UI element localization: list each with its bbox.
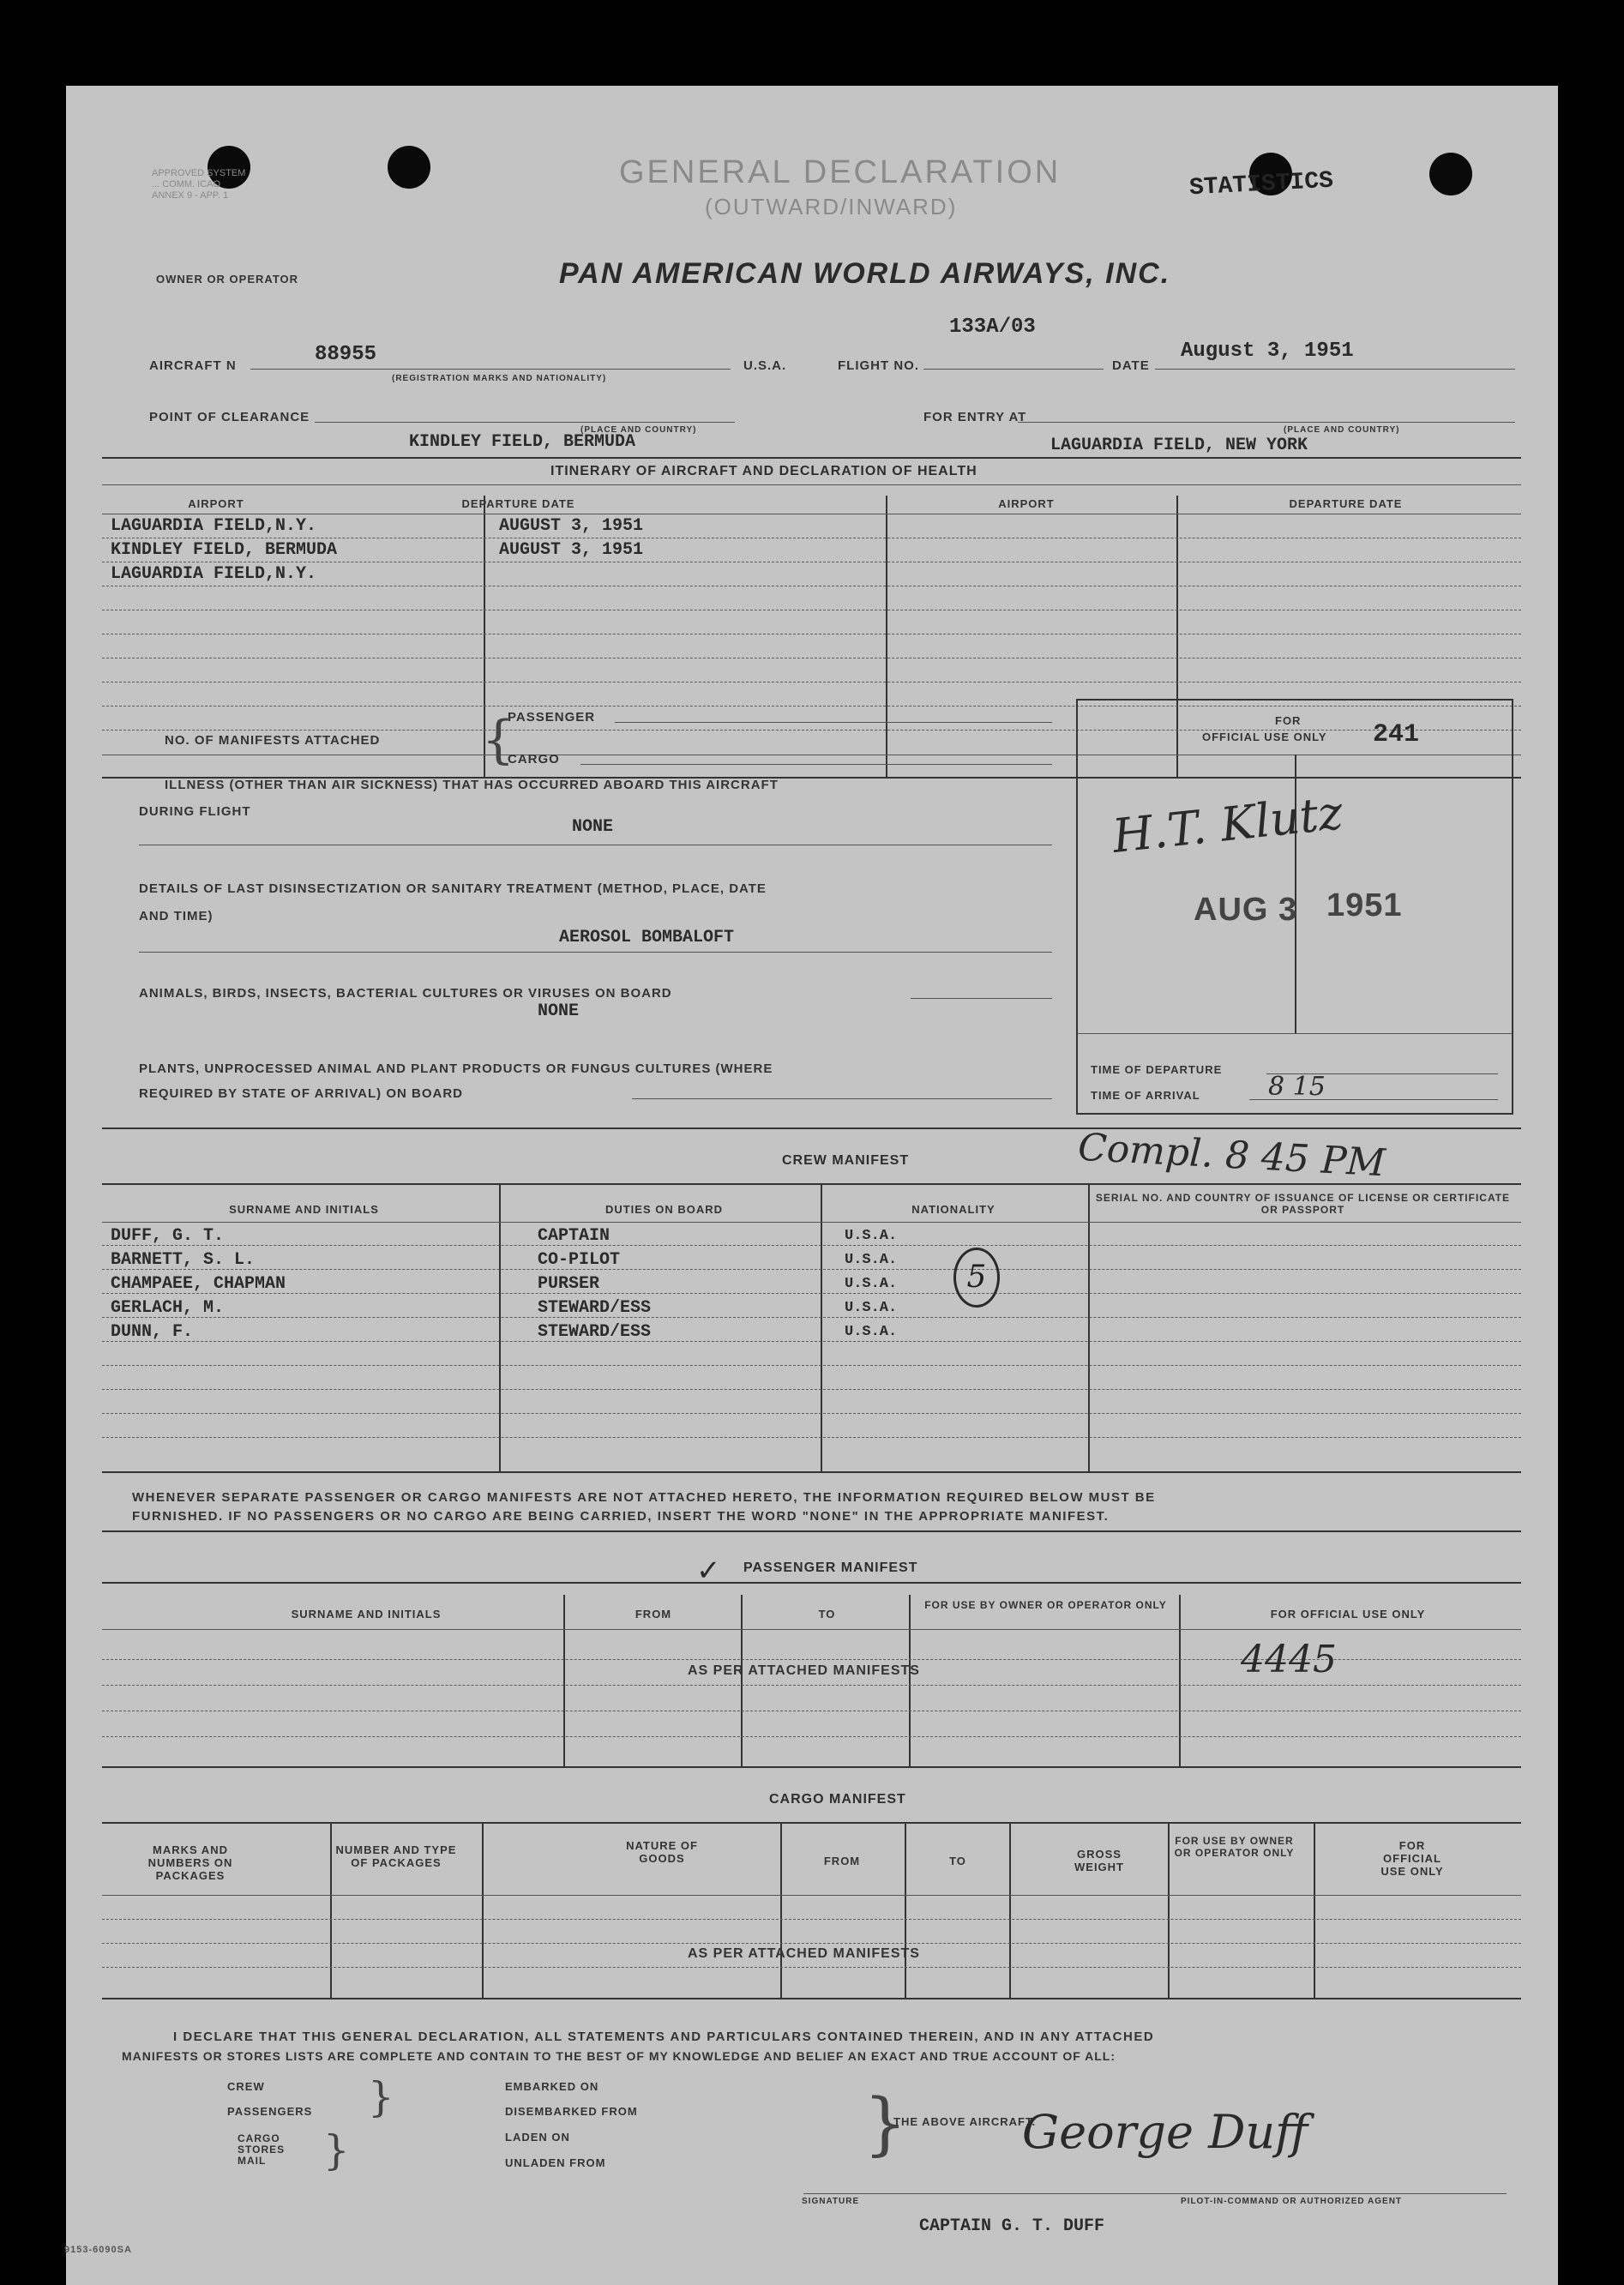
decl-brace-3: } (863, 2084, 907, 2163)
disinsect-label: DETAILS OF LAST DISINSECTIZATION OR SANITARY TREATMENT (METHOD, PLACE, DATE (139, 881, 767, 896)
clearance-caption: (PLACE AND COUNTRY) (580, 425, 697, 435)
animals-label: ANIMALS, BIRDS, INSECTS, BACTERIAL CULTURES OR VIRUSES ON BOARD (139, 986, 672, 1001)
passenger-official-note: 4445 (1241, 1638, 1337, 1681)
manifests-label: NO. OF MANIFESTS ATTACHED (165, 733, 381, 748)
notice-line-1: WHENEVER SEPARATE PASSENGER OR CARGO MANIFESTS ARE NOT ATTACHED HERETO, THE INFORMATION REQUIRED BELOW MUST BE (132, 1490, 1156, 1505)
official-box-rule (1078, 1033, 1512, 1034)
crew-duty: STEWARD/ESS (538, 1298, 652, 1318)
official-stamp-date: AUG 3 (1194, 892, 1298, 928)
itinerary-date: AUGUST 3, 1951 (499, 516, 644, 536)
crew-nationality: U.S.A. (845, 1276, 898, 1292)
approval-note: APPROVED SYSTEM ... COMM. ICAO ANNEX 9 - APP. 1 (152, 168, 246, 201)
owner-value: PAN AMERICAN WORLD AIRWAYS, INC. (559, 257, 1171, 290)
crew-name: DUNN, F. (111, 1322, 194, 1342)
disinsect-value: AEROSOL BOMBALOFT (559, 928, 735, 947)
itinerary-title-rule (102, 484, 1521, 485)
passenger-col-divider (1179, 1595, 1181, 1766)
crew-nationality: U.S.A. (845, 1300, 898, 1316)
cargo-col-divider (780, 1822, 782, 1998)
decl-above-aircraft: THE ABOVE AIRCRAFT. (893, 2115, 1037, 2128)
crew-row-rule (102, 1317, 1521, 1318)
health-bottom-rule (102, 1127, 1521, 1129)
itinerary-title: ITINERARY OF AIRCRAFT AND DECLARATION OF HEALTH (550, 464, 977, 478)
flight-label: FLIGHT NO. (838, 358, 919, 373)
disinsect-label-2: AND TIME) (139, 909, 214, 923)
cargo-count-line (580, 764, 1052, 765)
disinsect-underline (139, 952, 1052, 953)
crew-row-rule (102, 1293, 1521, 1294)
form-title: GENERAL DECLARATION (619, 154, 1062, 190)
cargo-row-rule (102, 1919, 1521, 1920)
official-use-label-2: OFFICIAL USE ONLY (1202, 731, 1327, 743)
cargo-col-divider (1168, 1822, 1170, 1998)
decl-passengers: PASSENGERS (227, 2105, 313, 2118)
passenger-header-name: SURNAME AND INITIALS (291, 1608, 442, 1621)
clearance-to: LAGUARDIA FIELD, NEW YORK (1050, 436, 1308, 455)
crew-duty: CAPTAIN (538, 1226, 611, 1246)
decl-mail: MAIL (238, 2155, 267, 2167)
captain-signature: George Duff (1022, 2105, 1308, 2159)
entry-label: FOR ENTRY AT (923, 410, 1027, 424)
cargo-header-nature: NATURE OF GOODS (626, 1839, 698, 1865)
crew-top-rule (102, 1183, 1521, 1185)
itinerary-header-airport: AIRPORT (188, 497, 244, 510)
passenger-col-divider (909, 1595, 911, 1766)
cargo-col-divider (330, 1822, 332, 1998)
animals-underline (911, 998, 1052, 999)
passenger-header-from: FROM (635, 1608, 672, 1621)
passenger-count-line (615, 722, 1052, 723)
notice-line-2: FURNISHED. IF NO PASSENGERS OR NO CARGO ARE BEING CARRIED, INSERT THE WORD "NONE" IN THE APPROPRIATE MANIFEST. (132, 1509, 1110, 1524)
illness-label: ILLNESS (OTHER THAN AIR SICKNESS) THAT HAS OCCURRED ABOARD THIS AIRCRAFT (165, 778, 779, 792)
cargo-header-from: FROM (823, 1855, 861, 1867)
plants-label-2: REQUIRED BY STATE OF ARRIVAL) ON BOARD (139, 1086, 464, 1101)
crew-duty: STEWARD/ESS (538, 1322, 652, 1342)
decl-cargo: CARGO (238, 2132, 280, 2144)
crew-row-rule (102, 1269, 1521, 1270)
cargo-col-divider (482, 1822, 484, 1998)
form-number: 9153-6090SA (64, 2245, 132, 2255)
aircraft-label: AIRCRAFT N (149, 358, 237, 373)
passenger-row-rule (102, 1685, 1521, 1686)
crew-row-rule (102, 1222, 1521, 1223)
punch-hole (388, 146, 430, 189)
official-stamp-year: 1951 (1326, 887, 1403, 923)
crew-name: BARNETT, S. L. (111, 1250, 256, 1270)
itinerary-airport: LAGUARDIA FIELD,N.Y. (111, 516, 317, 536)
cargo-header-owner: FOR USE BY OWNER OR OPERATOR ONLY (1174, 1835, 1295, 1859)
passenger-row-rule (102, 1736, 1521, 1737)
cargo-row-rule (102, 1967, 1521, 1968)
form-subtitle: (OUTWARD/INWARD) (705, 194, 958, 219)
statistics-stamp: STATISTICS (1188, 167, 1334, 202)
cargo-bottom-rule (102, 1998, 1521, 1999)
passenger-row-rule (102, 1629, 1521, 1630)
date-underline (1155, 369, 1515, 370)
cargo-header-marks: MARKS AND NUMBERS ON PACKAGES (147, 1843, 233, 1882)
crew-col-divider (821, 1185, 822, 1472)
departure-time-label: TIME OF DEPARTURE (1091, 1063, 1223, 1076)
crew-bottom-rule (102, 1471, 1521, 1473)
crew-name: GERLACH, M. (111, 1298, 225, 1318)
flight-underline (923, 369, 1104, 370)
crew-col-divider (499, 1185, 501, 1472)
decl-stores: STORES (238, 2144, 286, 2156)
crew-duty: PURSER (538, 1274, 600, 1294)
crew-col-divider (1088, 1185, 1090, 1472)
decl-brace: } (368, 2073, 394, 2121)
crew-title: CREW MANIFEST (782, 1153, 910, 1168)
manifest-passenger-label: PASSENGER (508, 710, 596, 725)
cargo-top-rule (102, 1822, 1521, 1824)
crew-count-mark: 5 (953, 1248, 1000, 1308)
crew-name: DUFF, G. T. (111, 1226, 225, 1246)
crew-header-nationality: NATIONALITY (911, 1203, 995, 1216)
itinerary-header-date: DEPARTURE DATE (461, 497, 575, 510)
date-label: DATE (1112, 358, 1150, 373)
crew-name: CHAMPAEE, CHAPMAN (111, 1274, 286, 1294)
plants-underline (632, 1098, 1052, 1099)
itinerary-airport: LAGUARDIA FIELD,N.Y. (111, 564, 317, 584)
crew-nationality: U.S.A. (845, 1228, 898, 1244)
flight-number: 133A/03 (949, 316, 1036, 339)
cargo-col-divider (1314, 1822, 1315, 1998)
entry-underline (1018, 422, 1515, 423)
passenger-header-to: TO (818, 1608, 836, 1621)
date-value: August 3, 1951 (1181, 340, 1354, 363)
plants-label: PLANTS, UNPROCESSED ANIMAL AND PLANT PRODUCTS OR FUNGUS CULTURES (WHERE (139, 1061, 773, 1076)
clearance-underline (315, 422, 735, 423)
official-signature: H.T. Klutz (1110, 785, 1345, 863)
passenger-col-divider (563, 1595, 565, 1766)
illness-value: NONE (572, 817, 614, 837)
cargo-row-rule (102, 1895, 1521, 1896)
declaration-sheet (66, 86, 1558, 2285)
captain-name: CAPTAIN G. T. DUFF (919, 2216, 1105, 2236)
decl-crew: CREW (227, 2080, 265, 2093)
aircraft-nation: U.S.A. (743, 358, 787, 373)
cargo-header-number: NUMBER AND TYPE OF PACKAGES (335, 1843, 457, 1869)
crew-header-duty: DUTIES ON BOARD (604, 1203, 724, 1216)
cargo-header-official: FOR OFFICIAL USE ONLY (1380, 1839, 1444, 1878)
decl-brace-2: } (323, 2126, 350, 2174)
crew-row-rule (102, 1365, 1521, 1366)
crew-duty: CO-PILOT (538, 1250, 621, 1270)
signature-label: SIGNATURE (802, 2197, 860, 2206)
crew-nationality: U.S.A. (845, 1252, 898, 1268)
passenger-top-rule (102, 1582, 1521, 1584)
passenger-header-owner: FOR USE BY OWNER OR OPERATOR ONLY (924, 1599, 1167, 1611)
itinerary-header-date-2: DEPARTURE DATE (1289, 497, 1403, 510)
cargo-header-weight: GROSS WEIGHT (1074, 1848, 1124, 1873)
passenger-title: PASSENGER MANIFEST (743, 1560, 918, 1575)
notice-bottom-rule (102, 1530, 1521, 1532)
arrival-time-value: 8 15 (1268, 1072, 1326, 1102)
entry-caption: (PLACE AND COUNTRY) (1284, 425, 1400, 435)
agent-label: PILOT-IN-COMMAND OR AUTHORIZED AGENT (1181, 2197, 1403, 2206)
crew-row-rule (102, 1341, 1521, 1342)
animals-value: NONE (538, 1001, 580, 1021)
passenger-bottom-rule (102, 1766, 1521, 1768)
itinerary-header-airport-2: AIRPORT (998, 497, 1055, 510)
clearance-from: KINDLEY FIELD, BERMUDA (409, 432, 636, 452)
crew-note: Compl. 8 45 PM (1076, 1125, 1386, 1186)
manifest-cargo-label: CARGO (508, 752, 560, 767)
declaration-line-1: I DECLARE THAT THIS GENERAL DECLARATION, ALL STATEMENTS AND PARTICULARS CONTAINED THEREIN, AND IN ANY ATTACHED (173, 2029, 1155, 2044)
decl-disembarked: DISEMBARKED FROM (505, 2105, 638, 2118)
registration-caption: (REGISTRATION MARKS AND NATIONALITY) (392, 374, 607, 383)
passenger-col-divider (741, 1595, 743, 1766)
passenger-header-official: FOR OFFICIAL USE ONLY (1270, 1608, 1426, 1621)
itinerary-date: AUGUST 3, 1951 (499, 540, 644, 560)
punch-hole (1429, 153, 1472, 195)
cargo-attached: AS PER ATTACHED MANIFESTS (688, 1946, 920, 1961)
illness-label-2: DURING FLIGHT (139, 804, 251, 819)
arrival-time-label: TIME OF ARRIVAL (1091, 1089, 1200, 1102)
owner-label: OWNER OR OPERATOR (156, 273, 299, 286)
cargo-header-to: TO (949, 1855, 966, 1867)
passenger-attached: AS PER ATTACHED MANIFESTS (688, 1663, 920, 1678)
crew-row-rule (102, 1245, 1521, 1246)
manifests-brace: { (482, 710, 515, 770)
passenger-check-mark: ✓ (696, 1554, 721, 1587)
official-use-number: 241 (1373, 720, 1420, 749)
signature-line (803, 2193, 1507, 2194)
official-use-label: FOR (1275, 714, 1302, 727)
clearance-label: POINT OF CLEARANCE (149, 410, 310, 424)
declaration-line-2: MANIFESTS OR STORES LISTS ARE COMPLETE AND CONTAIN TO THE BEST OF MY KNOWLEDGE AND BELIEF AN EXACT AND TRUE ACCOUNT OF ALL: (122, 2049, 1116, 2063)
crew-row-rule (102, 1437, 1521, 1438)
crew-nationality: U.S.A. (845, 1324, 898, 1340)
itinerary-top-rule (102, 457, 1521, 459)
crew-row-rule (102, 1413, 1521, 1414)
decl-laden: LADEN ON (505, 2131, 570, 2144)
decl-unladen: UNLADEN FROM (505, 2156, 606, 2169)
cargo-title: CARGO MANIFEST (769, 1792, 906, 1807)
cargo-col-divider (1009, 1822, 1011, 1998)
crew-header-license: SERIAL NO. AND COUNTRY OF ISSUANCE OF LICENSE OR CERTIFICATE OR PASSPORT (1095, 1192, 1511, 1216)
crew-header-name: SURNAME AND INITIALS (229, 1203, 379, 1216)
itinerary-airport: KINDLEY FIELD, BERMUDA (111, 540, 338, 560)
aircraft-number: 88955 (315, 343, 377, 366)
cargo-col-divider (905, 1822, 906, 1998)
aircraft-underline (250, 369, 731, 370)
crew-row-rule (102, 1389, 1521, 1390)
cargo-row-rule (102, 1943, 1521, 1944)
decl-embarked: EMBARKED ON (505, 2080, 599, 2093)
